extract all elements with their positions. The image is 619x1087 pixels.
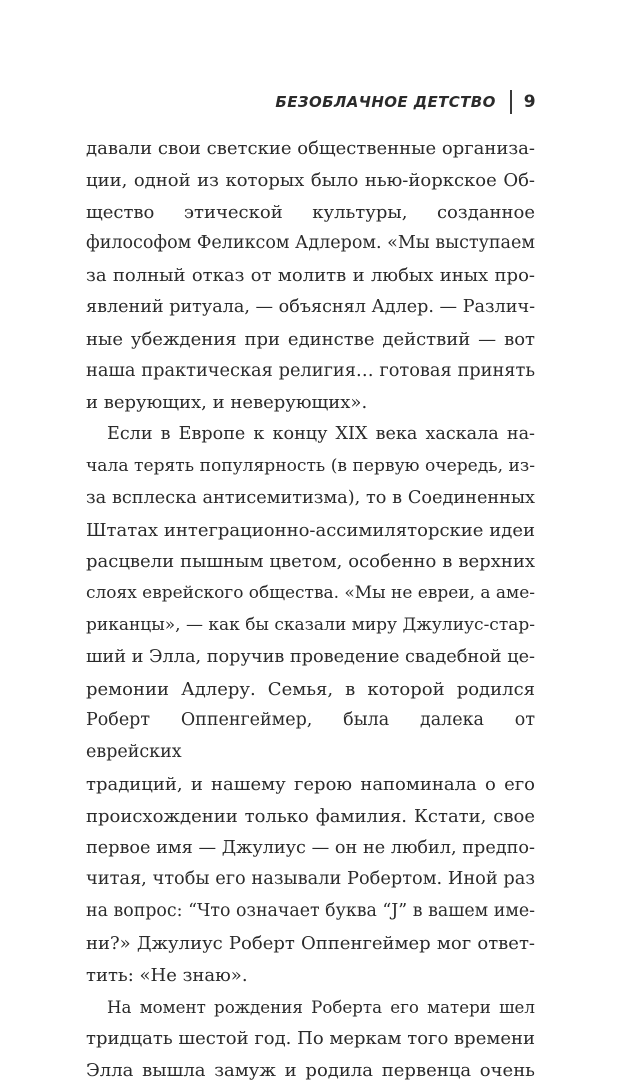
text-line: наша практическая религия… готовая принять bbox=[86, 360, 535, 381]
text-line: явлений ритуала, — объяснял Адлер. — Различ- bbox=[86, 296, 535, 317]
text-line: ции, одной из которых было нью-йоркское Об- bbox=[86, 169, 535, 191]
text-line: традиций, и нашему герою напоминала о его bbox=[86, 773, 535, 795]
header-divider bbox=[510, 90, 512, 114]
text-line: и верующих, и неверующих». bbox=[86, 392, 368, 414]
paragraph-2 bbox=[86, 419, 535, 991]
text-line: чала терять популярность (в первую очередь, из- bbox=[86, 455, 535, 476]
text-line: Роберт Оппенгеймер, была далека от еврейских bbox=[86, 710, 535, 763]
text-line: тить: «Не знаю». bbox=[86, 964, 248, 986]
text-line: давали свои светские общественные организа- bbox=[86, 138, 535, 159]
text-line: щество этической культуры, созданное bbox=[86, 201, 535, 223]
paragraph-3 bbox=[86, 992, 535, 1087]
running-header bbox=[275, 88, 536, 116]
text-line: ший и Элла, поручив проведение свадебной це- bbox=[86, 646, 535, 667]
text-line: ни?» Джулиус Роберт Оппенгеймер мог ответ- bbox=[86, 932, 535, 954]
text-line: ремонии Адлеру. Семья, в которой родился bbox=[86, 678, 535, 700]
text-line: происхождении только фамилия. Кстати, свое bbox=[86, 805, 535, 827]
page-number: 9 bbox=[523, 92, 536, 112]
text-line: читая, чтобы его называли Робертом. Иной раз bbox=[86, 869, 535, 890]
text-line: первое имя — Джулиус — он не любил, предпо- bbox=[86, 837, 535, 858]
body-text bbox=[86, 133, 535, 1087]
text-line: Элла вышла замуж и родила первенца очень bbox=[86, 1060, 535, 1082]
text-line: на вопрос: “Что означает буква “J” в вашем име- bbox=[86, 901, 535, 922]
text-line: философом Феликсом Адлером. «Мы выступаем bbox=[86, 233, 535, 254]
text-line: риканцы», — как бы сказали миру Джулиус-стар- bbox=[86, 614, 535, 635]
text-line: за полный отказ от молитв и любых иных про- bbox=[86, 265, 535, 287]
text-line: ные убеждения при единстве действий — вот bbox=[86, 328, 535, 350]
text-line: На момент рождения Роберта его матери шел bbox=[107, 997, 535, 1017]
text-line: расцвели пышным цветом, особенно в верхних bbox=[86, 551, 535, 573]
text-line: Если в Европе к концу XIX века хаскала на- bbox=[107, 424, 535, 445]
text-line: Штатах интеграционно-ассимиляторские идеи bbox=[86, 519, 535, 541]
chapter-title: БЕЗОБЛАЧНОЕ ДЕТСТВО bbox=[275, 93, 496, 111]
paragraph-1 bbox=[86, 133, 535, 419]
text-line: слоях еврейского общества. «Мы не евреи, а аме- bbox=[86, 583, 536, 604]
text-line: за всплеска антисемитизма), то в Соединенных bbox=[86, 487, 535, 508]
text-line: тридцать шестой год. По меркам того времени bbox=[86, 1028, 535, 1050]
